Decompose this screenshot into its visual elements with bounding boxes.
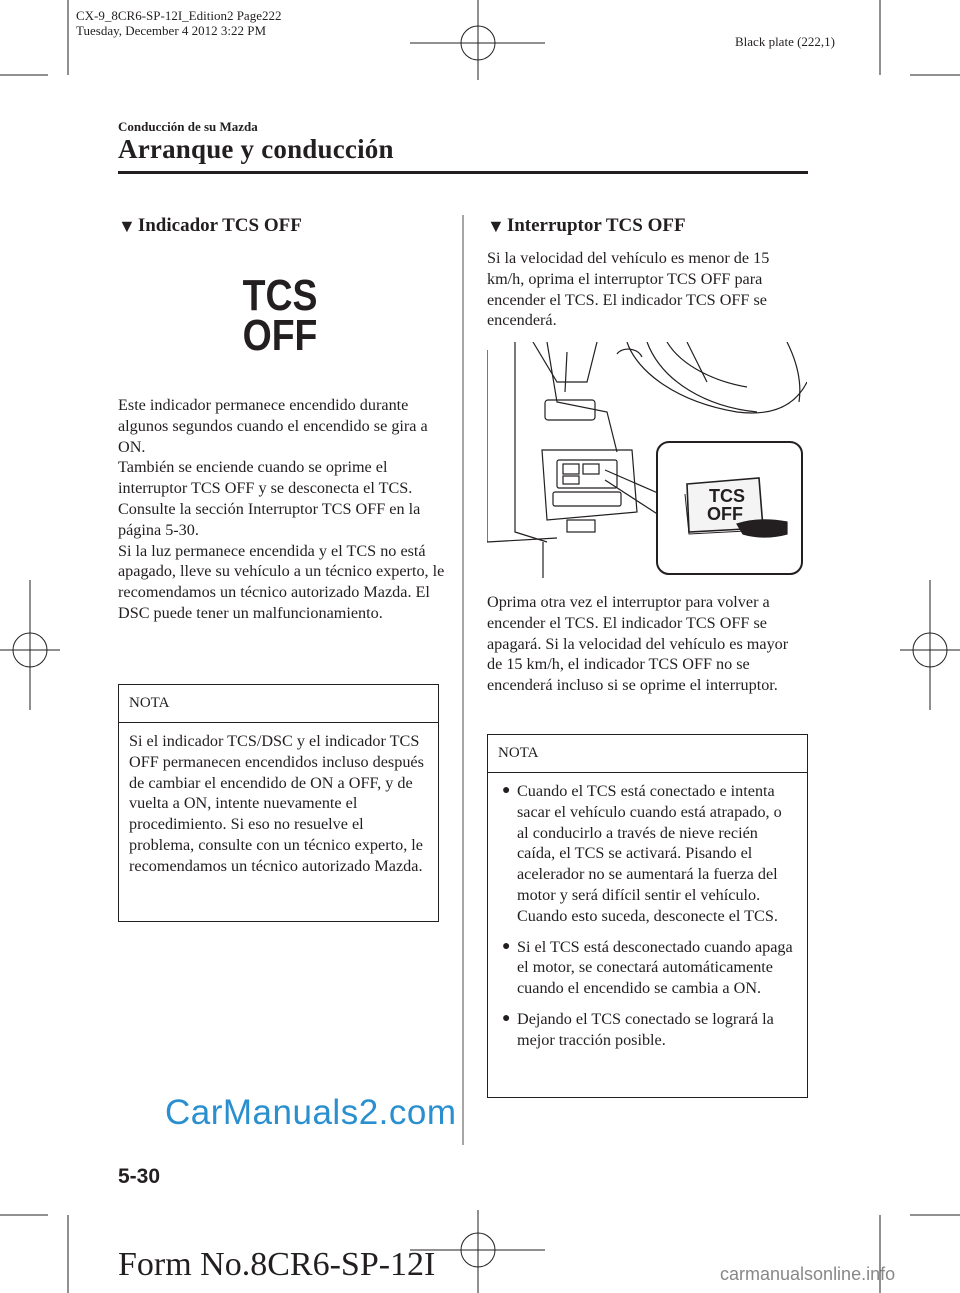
paragraph: Si la luz permanece encendida y el TCS no está apagado, lleve su vehículo a un técnico experto, le recomendamos un técnico autorizado Mazda. El DSC puede tener un malfuncionamiento. (118, 541, 445, 622)
paragraph: Este indicador permanece encendido durante algunos segundos cuando el encendido se gira a ON. (118, 396, 428, 456)
form-number: Form No.8CR6-SP-12I (118, 1246, 436, 1283)
watermark-bottom: carmanualsonline.info (720, 1264, 896, 1284)
right-after-text (487, 592, 805, 696)
section-label: Conducción de su Mazda (118, 119, 258, 134)
list-item (502, 781, 797, 927)
bullet-icon: ● (502, 783, 511, 798)
left-body (118, 395, 448, 624)
tcs-switch-illustration (487, 342, 807, 580)
list-item (502, 937, 797, 999)
note-body (488, 773, 807, 1073)
bullet-icon: ● (502, 1010, 511, 1026)
bullet-icon: ● (502, 938, 511, 954)
heading-marker: ▼ (487, 215, 505, 236)
bullet-text: Dejando el TCS conectado se logrará la mejor tracción posible. (517, 1009, 774, 1049)
watermark-logo: CarManuals2.com (165, 1093, 457, 1132)
note-body (119, 723, 438, 889)
heading-text: Indicador TCS OFF (137, 215, 302, 236)
title-rule (118, 171, 808, 174)
list-item (502, 1009, 797, 1051)
callout-button-text-tcs: TCS (709, 486, 745, 506)
print-header (76, 8, 281, 38)
print-header-line2: Tuesday, December 4 2012 3:22 PM (76, 23, 267, 38)
heading-tcs-off-indicator (118, 215, 302, 237)
note-box-left (118, 684, 439, 922)
page-number: 5-30 (118, 1165, 161, 1188)
paragraph: Si la velocidad del vehículo es menor de 15 km/h, oprima el interruptor TCS OFF para encender el TCS. El indicador TCS OFF se encenderá. (487, 249, 770, 330)
note-title: NOTA (488, 735, 807, 773)
paragraph: Oprima otra vez el interruptor para volver a encender el TCS. El indicador TCS OFF se apagará. Si la velocidad del vehículo es mayor de 15 km/h, el indicador TCS OFF no se encenderá incluso si se oprime el interruptor. (487, 593, 789, 695)
plate-label: Black plate (222,1) (735, 34, 835, 49)
bullet-text: Cuando el TCS está conectado e intenta sacar el vehículo cuando está atrapado, o al conducirlo a través de nieve recién caída, el TCS se activará. Pisando el acelerador no se aumentará la fuerza del motor y será difícil sentir el vehículo. Cuando esto suceda, desconecte el TCS. (517, 782, 782, 925)
tcs-off-indicator-icon: TCS OFF (242, 271, 318, 360)
print-header-line1: CX-9_8CR6-SP-12I_Edition2 Page222 (76, 8, 282, 23)
heading-tcs-off-switch (487, 215, 686, 237)
note-title: NOTA (119, 685, 438, 723)
note-text: Si el indicador TCS/DSC y el indicador TCS OFF permanecen encendidos incluso después de cambiar el encendido de ON a OFF, y de vuelta a ON, intente nuevamente el procedimiento. Si eso no resuelve el problema, consulte con un técnico experto, le recomendamos un técnico autorizado Mazda. (129, 732, 424, 875)
right-intro (487, 248, 805, 331)
heading-marker: ▼ (118, 215, 136, 236)
paragraph: Consulte la sección Interruptor TCS OFF en la página 5-30. (118, 499, 421, 539)
heading-text: Interruptor TCS OFF (506, 215, 686, 236)
callout-button-text-off: OFF (707, 504, 743, 524)
bullet-text: Si el TCS está desconectado cuando apaga el motor, se conectará automáticamente cuando el encendido se cambia a ON. (517, 937, 793, 998)
paragraph: También se enciende cuando se oprime el interruptor TCS OFF y se desconecta el TCS. (118, 458, 413, 498)
page-title: Arranque y conducción (118, 134, 394, 164)
note-box-right (487, 734, 808, 1098)
